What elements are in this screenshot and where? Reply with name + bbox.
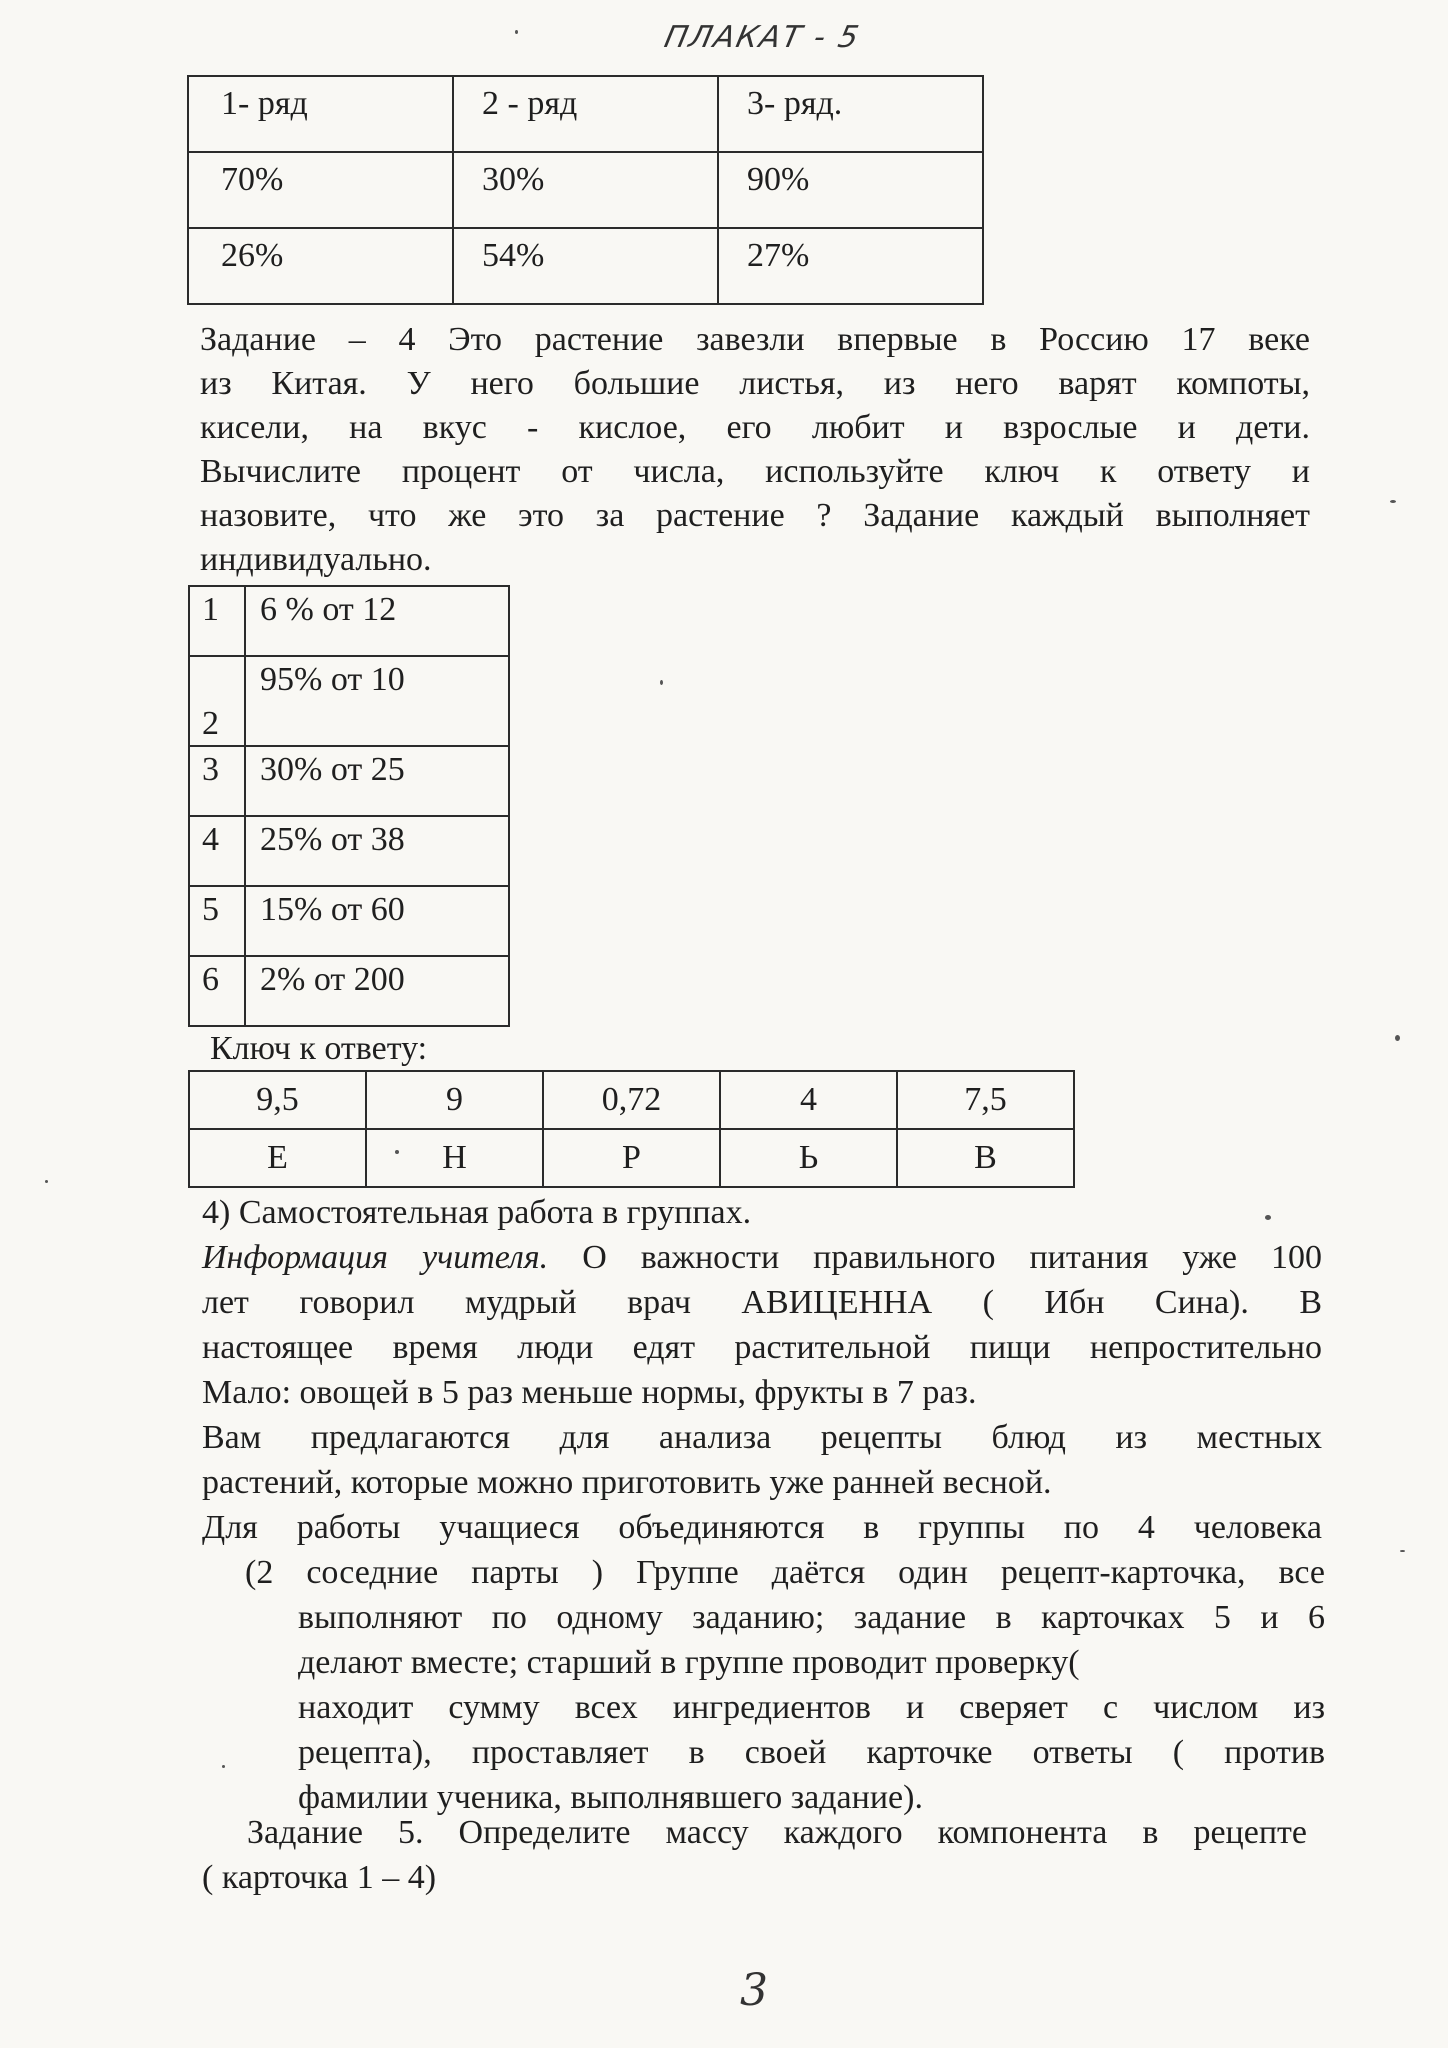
scan-speck [1390, 500, 1396, 503]
section4-title: 4) Самостоятельная работа в группах. [202, 1194, 752, 1231]
scan-speck [515, 30, 518, 34]
text-line [202, 1235, 1322, 1280]
teacher-info-label: Информация учителя. [202, 1239, 549, 1276]
task4-text [200, 318, 1310, 582]
table-cell: 27% [718, 228, 983, 304]
handwritten-header: ПЛАКАТ - 5 [661, 20, 864, 55]
text-line: настоящее время люди едят растительной пищи непростительно [202, 1329, 1322, 1366]
scan-speck [1400, 1550, 1405, 1552]
task-expression: 95% от 10 [245, 656, 509, 746]
answer-key-table [188, 1070, 1075, 1188]
scan-speck [660, 680, 663, 685]
task5-text [247, 1810, 1307, 1855]
table-row [188, 152, 983, 228]
table-row [189, 656, 509, 746]
key-value: 7,5 [897, 1071, 1074, 1129]
text-line: индивидуально. [200, 541, 432, 578]
tasks-table [188, 585, 510, 1027]
text-line: растений, которые можно приготовить уже ранней весной. [202, 1464, 1052, 1501]
task-expression: 15% от 60 [245, 886, 509, 956]
scan-speck [222, 1765, 225, 1768]
table-cell: 3- ряд. [718, 76, 983, 152]
table-row [189, 1071, 1074, 1129]
text-line: находит сумму всех ингредиентов и сверяет с числом из [298, 1689, 1325, 1726]
teacher-info [202, 1235, 1322, 1550]
group-instructions-cont [298, 1595, 1325, 1820]
text-line: фамилии ученика, выполнявшего задание). [298, 1779, 923, 1816]
rows-percent-table [187, 75, 984, 305]
task-number: 3 [189, 746, 245, 816]
key-letter: Е [189, 1129, 366, 1187]
task-number: 1 [189, 586, 245, 656]
text-line: Для работы учащиеся объединяются в группы по 4 человека [202, 1509, 1322, 1546]
page-number: 3 [740, 1965, 768, 2016]
text-line: назовите, что же это за растение ? Задание каждый выполняет [200, 497, 1310, 534]
text-line: Мало: овощей в 5 раз меньше нормы, фрукты в 7 раз. [202, 1374, 977, 1411]
table-row [188, 76, 983, 152]
key-value: 9,5 [189, 1071, 366, 1129]
key-value: 4 [720, 1071, 897, 1129]
table-row [189, 746, 509, 816]
task5-text-cont: ( карточка 1 – 4) [202, 1859, 437, 1896]
table-row [189, 586, 509, 656]
task-number: 5 [189, 886, 245, 956]
text-fragment: О важности правильного питания уже 100 [548, 1239, 1322, 1276]
group-instructions [245, 1550, 1325, 1595]
task-expression: 6 % от 12 [245, 586, 509, 656]
text-line: кисели, на вкус - кислое, его любит и взрослые и дети. [200, 409, 1310, 446]
text-line: из Китая. У него большие листья, из него варят компоты, [200, 365, 1310, 402]
scan-speck [45, 1180, 48, 1183]
table-cell: 70% [188, 152, 453, 228]
text-line: рецепта), проставляет в своей карточке ответы ( против [298, 1734, 1325, 1771]
text-line: Задание – 4 Это растение завезли впервые в Россию 17 веке [200, 321, 1310, 358]
text-line: Вам предлагаются для анализа рецепты блюд из местных [202, 1419, 1322, 1456]
table-row [189, 816, 509, 886]
table-cell: 26% [188, 228, 453, 304]
table-row [189, 956, 509, 1026]
key-label: Ключ к ответу: [210, 1030, 428, 1067]
table-row [188, 228, 983, 304]
key-letter: В [897, 1129, 1074, 1187]
table-row [189, 886, 509, 956]
key-value: 9 [366, 1071, 543, 1129]
text-line: выполняют по одному заданию; задание в карточках 5 и 6 [298, 1599, 1325, 1636]
key-value: 0,72 [543, 1071, 720, 1129]
text-line: Задание 5. Определите массу каждого компонента в рецепте [247, 1814, 1307, 1851]
table-cell: 30% [453, 152, 718, 228]
task-number: 2 [189, 656, 245, 746]
key-letter: Н [366, 1129, 543, 1187]
task-number: 4 [189, 816, 245, 886]
task-expression: 30% от 25 [245, 746, 509, 816]
table-row [189, 1129, 1074, 1187]
task-number: 6 [189, 956, 245, 1026]
task-expression: 2% от 200 [245, 956, 509, 1026]
key-letter: Р [543, 1129, 720, 1187]
table-cell: 90% [718, 152, 983, 228]
scan-speck [1395, 1035, 1400, 1041]
table-cell: 2 - ряд [453, 76, 718, 152]
text-line: делают вместе; старший в группе проводит проверку( [298, 1644, 1080, 1681]
key-letter: Ь [720, 1129, 897, 1187]
table-cell: 54% [453, 228, 718, 304]
scan-speck [395, 1150, 399, 1154]
table-cell: 1- ряд [188, 76, 453, 152]
text-line: лет говорил мудрый врач АВИЦЕННА ( Ибн Сина). В [202, 1284, 1322, 1321]
text-line: Вычислите процент от числа, используйте ключ к ответу и [200, 453, 1310, 490]
scan-speck [1265, 1215, 1271, 1220]
text-line: (2 соседние парты ) Группе даётся один рецепт-карточка, все [245, 1554, 1325, 1591]
task-expression: 25% от 38 [245, 816, 509, 886]
